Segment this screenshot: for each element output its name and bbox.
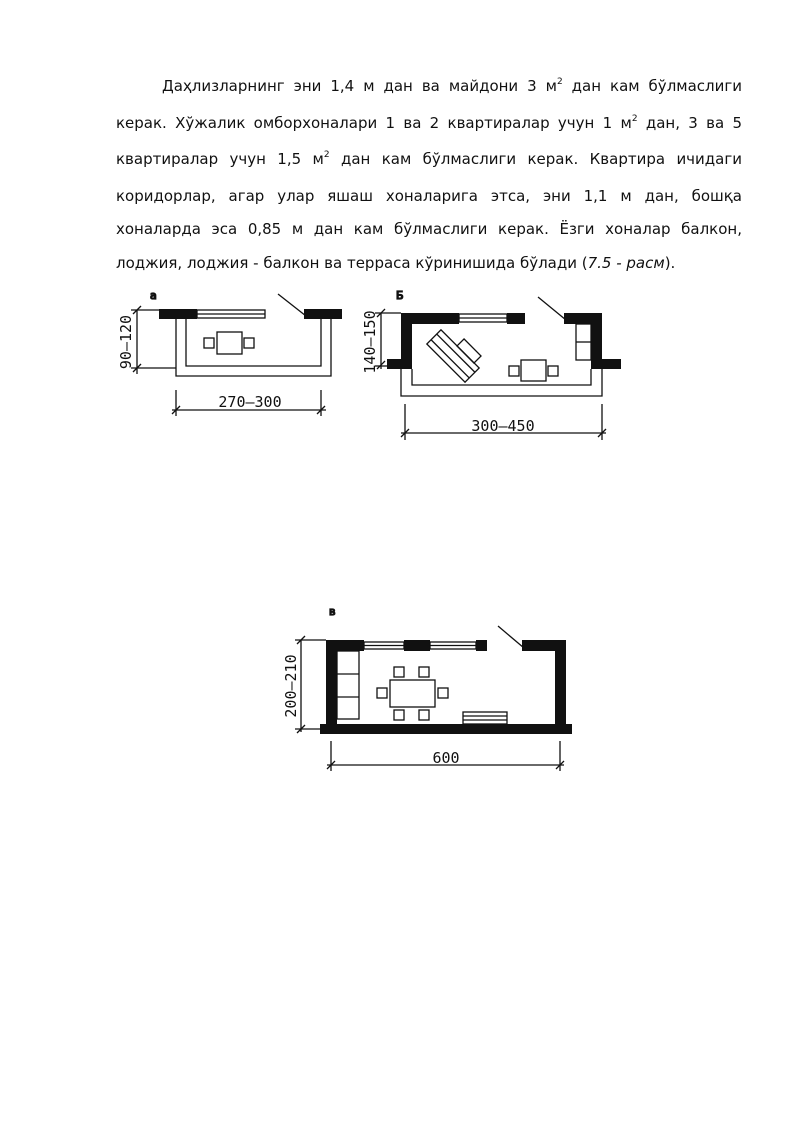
- table: [217, 332, 242, 354]
- plan-a-width-label: 270–300: [218, 393, 282, 411]
- text-run: Даҳлизларнинг эни 1,4 м дан ва майдони 3 м: [162, 77, 557, 95]
- plan-a-depth-label: 90–120: [117, 314, 135, 370]
- table: [390, 680, 435, 707]
- parapet-outline: [401, 369, 602, 396]
- plan-v-depth-label: 200–210: [282, 654, 300, 718]
- text-run: ).: [664, 253, 676, 272]
- wall-segment: [555, 640, 566, 734]
- lounger: [427, 330, 479, 382]
- wall-segment: [591, 359, 621, 369]
- plan-b-depth-label: 140–150: [361, 310, 379, 374]
- parapet-inner: [412, 369, 591, 385]
- wall-segment: [159, 309, 197, 319]
- bench: [463, 712, 507, 724]
- chair: [419, 710, 429, 720]
- plan-a-tag: a: [150, 289, 157, 302]
- door-swing: [278, 294, 306, 316]
- wall-segment: [507, 313, 525, 324]
- superscript: 2: [323, 150, 330, 160]
- lounger-side: [457, 339, 481, 363]
- wall-segment: [326, 640, 337, 734]
- door-swing: [498, 626, 524, 648]
- wall-segment: [404, 640, 430, 651]
- chair: [509, 366, 519, 376]
- chair: [438, 688, 448, 698]
- chair: [244, 338, 254, 348]
- table: [521, 360, 546, 381]
- text-run: дан кам бўлмаслиги керак. Хўжалик омборхоналари 1 ва 2 квартиралар учун 1 м: [116, 77, 742, 132]
- plan-v-tag: в: [329, 605, 336, 618]
- chair: [204, 338, 214, 348]
- plan-b-tag: Б: [396, 289, 404, 302]
- plan-b-width-label: 300–450: [471, 417, 535, 435]
- wall-segment: [304, 309, 342, 319]
- plan-v-width-label: 600: [432, 749, 460, 767]
- chair: [548, 366, 558, 376]
- chair: [394, 710, 404, 720]
- superscript: 2: [631, 113, 638, 124]
- text-run: дан кам бўлмаслиги керак. Квартира ичидаги коридорлар, агар улар яшаш хоналарига этса, эни 1,1 м дан, бошқа хоналарда эса 0,85 м дан кам бўлмаслиги керак. Ёзги хоналар балкон, лоджия, лоджия - балкон ва терраса кўринишида бўлади (: [116, 150, 742, 272]
- wall-segment: [387, 359, 412, 369]
- wall-segment: [320, 724, 572, 734]
- plan-v: [295, 605, 572, 771]
- sofa: [337, 651, 359, 719]
- figure-reference: 7.5 - расм: [587, 253, 665, 272]
- superscript: 2: [556, 77, 563, 87]
- chair: [377, 688, 387, 698]
- chair: [419, 667, 429, 677]
- chair: [394, 667, 404, 677]
- text-run: дан, 3 ва 5 квартиралар учун 1,5 м: [116, 113, 742, 168]
- wall-segment: [476, 640, 487, 651]
- door-swing: [538, 297, 566, 320]
